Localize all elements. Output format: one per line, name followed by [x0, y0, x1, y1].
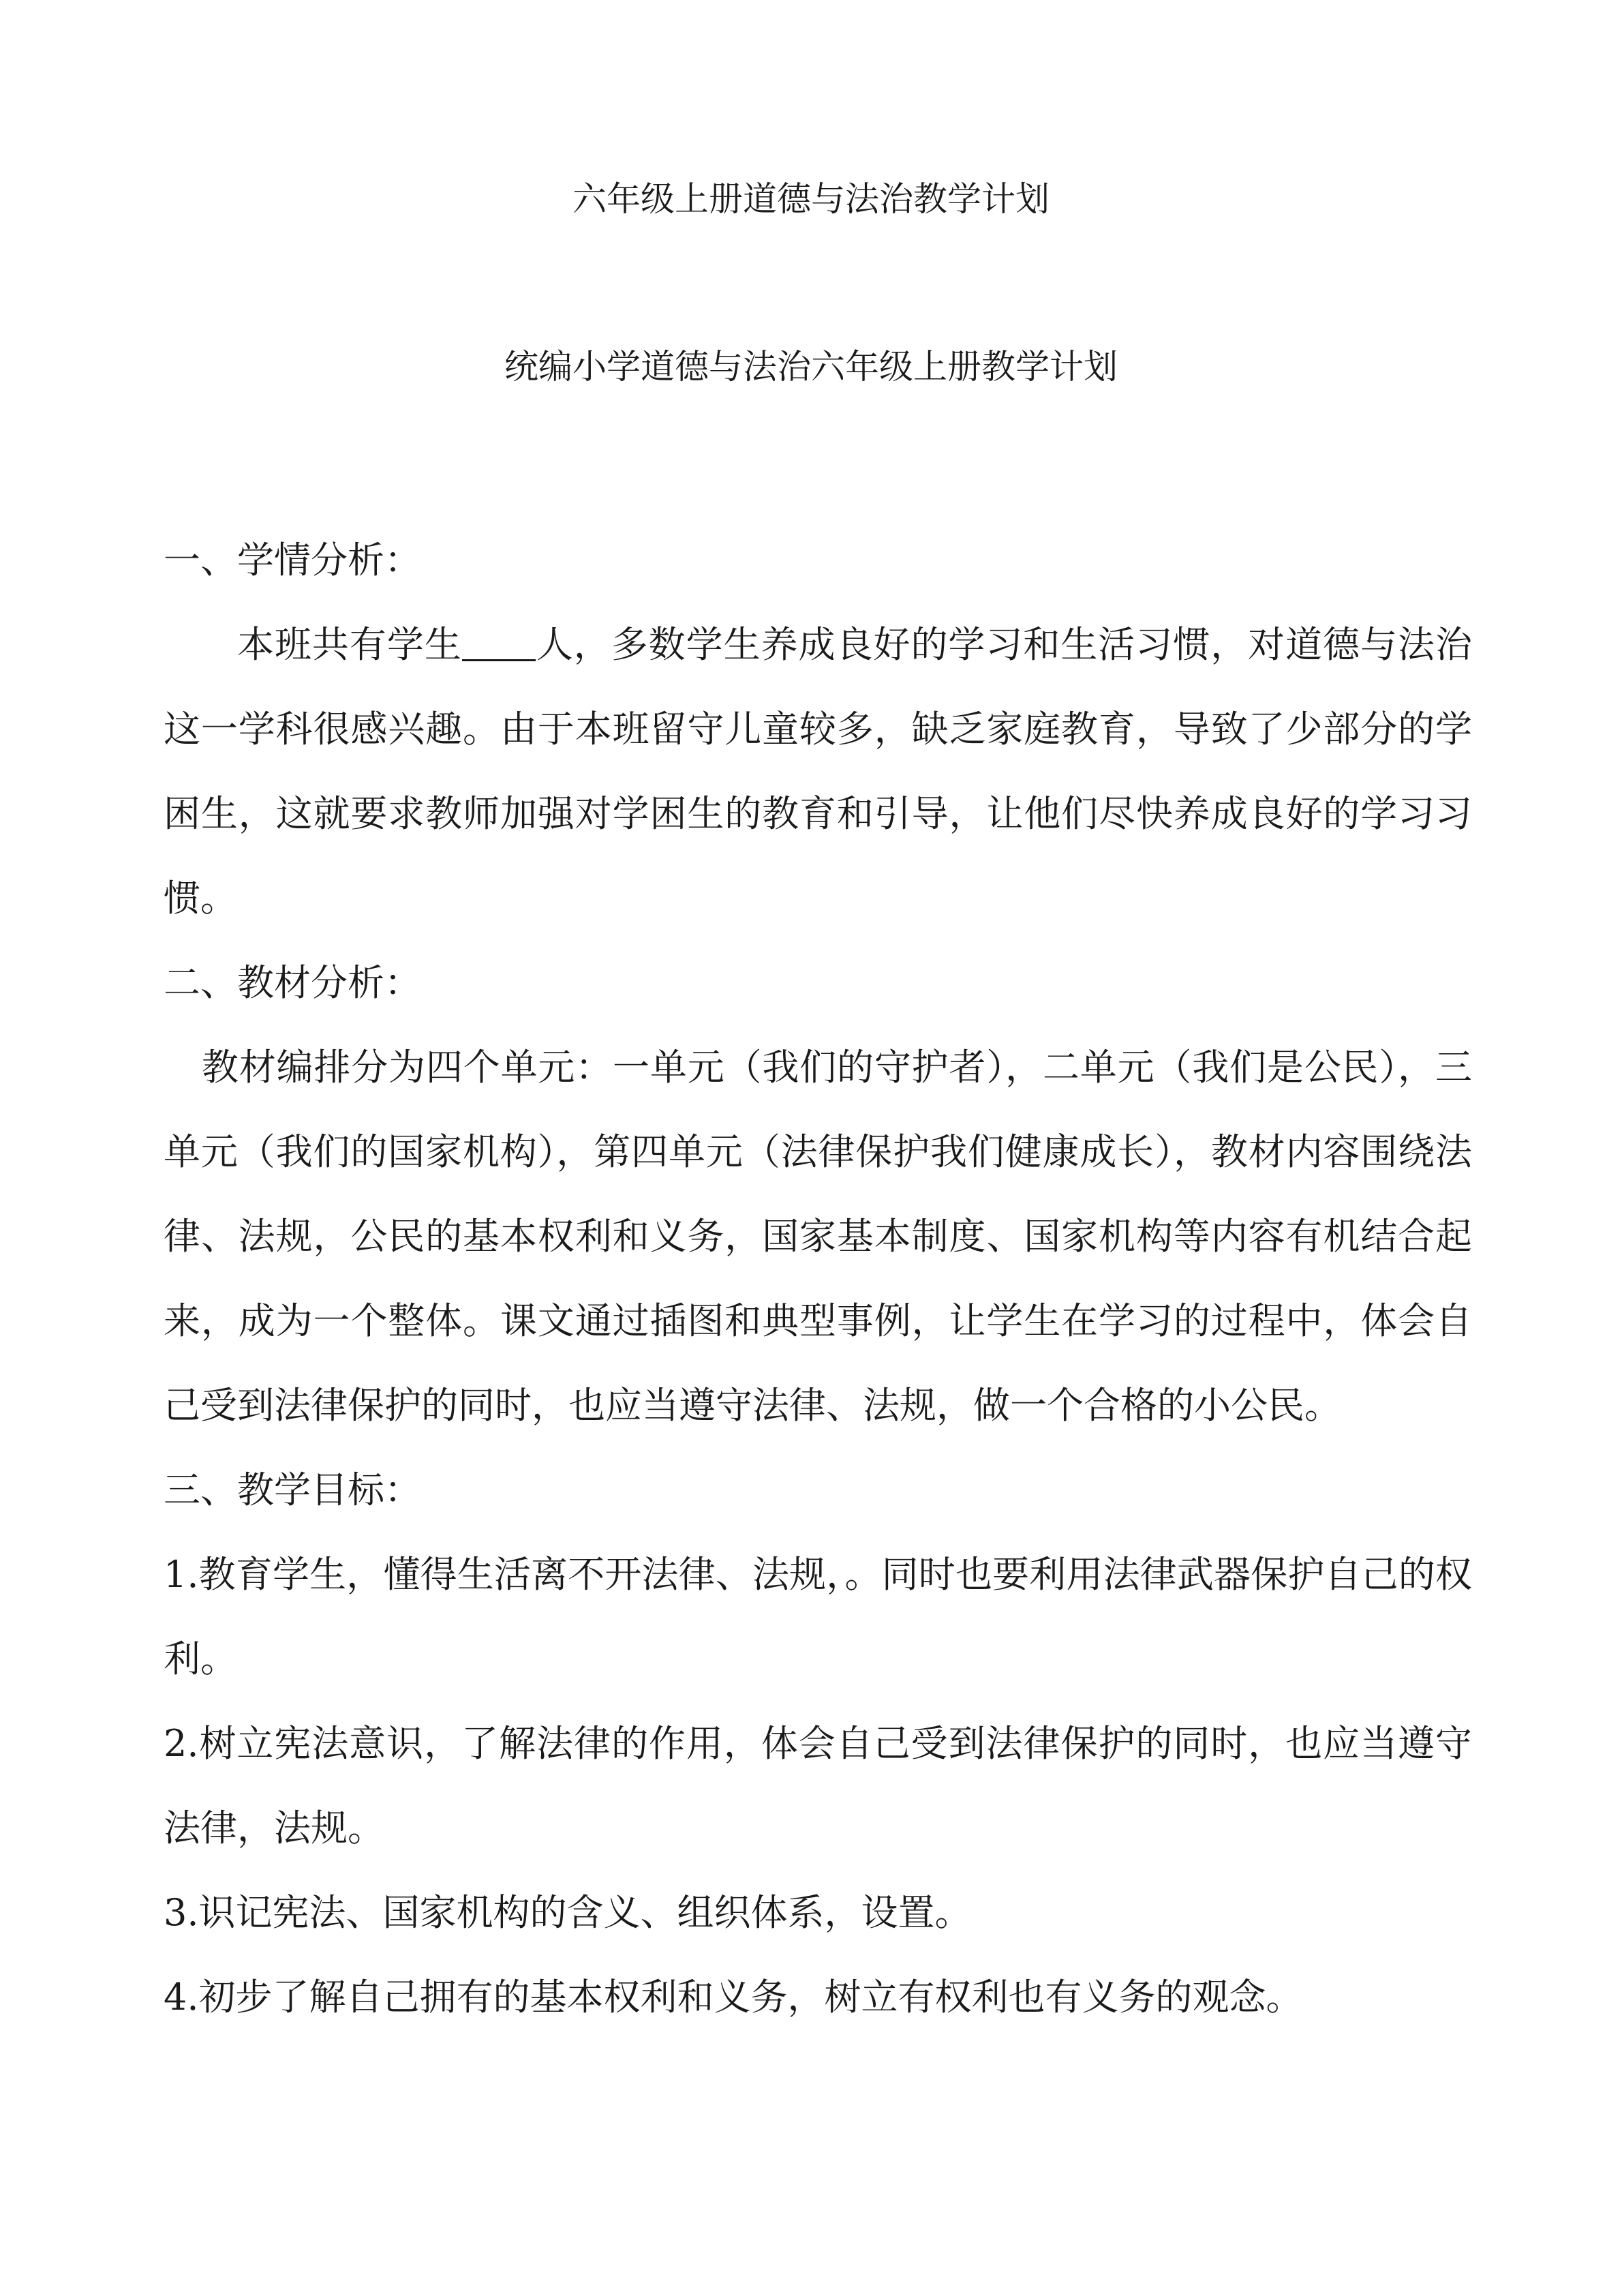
student-analysis-text-end: 人，多数学生养成良好的学习和生活习惯，对道德与法治这一学科很感兴趣。由于本班留守儿童较多，缺乏家庭教育，导致了少部分的学困生，这就要求教师加强对学困生的教育和引导，让他们尽快养成良好的学习习惯。	[164, 623, 1473, 920]
document-body	[164, 518, 1472, 2040]
teaching-goal-item: 3.识记宪法、国家机构的含义、组织体系，设置。	[164, 1891, 972, 1934]
teaching-goal-item: 4.初步了解自己拥有的基本权利和义务，树立有权利也有义务的观念。	[164, 1976, 1303, 2019]
textbook-analysis-paragraph: 教材编排分为四个单元：一单元（我们的守护者），二单元（我们是公民），三单元（我们的国家机构），第四单元（法律保护我们健康成长），教材内容围绕法律、法规，公民的基本权利和义务，国家基本制度、国家机构等内容有机结合起来，成为一个整体。课文通过插图和典型事例，让学生在学习的过程中，体会自己受到法律保护的同时，也应当遵守法律、法规，做一个合格的小公民。	[164, 1046, 1472, 1427]
section-heading-teaching-goals: 三、教学目标：	[164, 1468, 421, 1511]
student-analysis-paragraph	[164, 603, 1472, 941]
section-heading-textbook-analysis: 二、教材分析：	[164, 961, 421, 1004]
document-title: 六年级上册道德与法治教学计划	[572, 179, 1050, 219]
section-heading-student-analysis: 一、学情分析：	[164, 539, 421, 581]
student-analysis-text-start: 本班共有学生	[237, 623, 462, 666]
student-count-blank	[462, 622, 536, 661]
document-subtitle: 统编小学道德与法治六年级上册教学计划	[504, 347, 1118, 387]
teaching-goal-item: 1.教育学生，懂得生活离不开法律、法规，。同时也要利用法律武器保护自己的权利。	[164, 1553, 1472, 1680]
teaching-goal-item: 2.树立宪法意识，了解法律的作用，体会自己受到法律保护的同时，也应当遵守法律，法规。	[164, 1722, 1472, 1849]
